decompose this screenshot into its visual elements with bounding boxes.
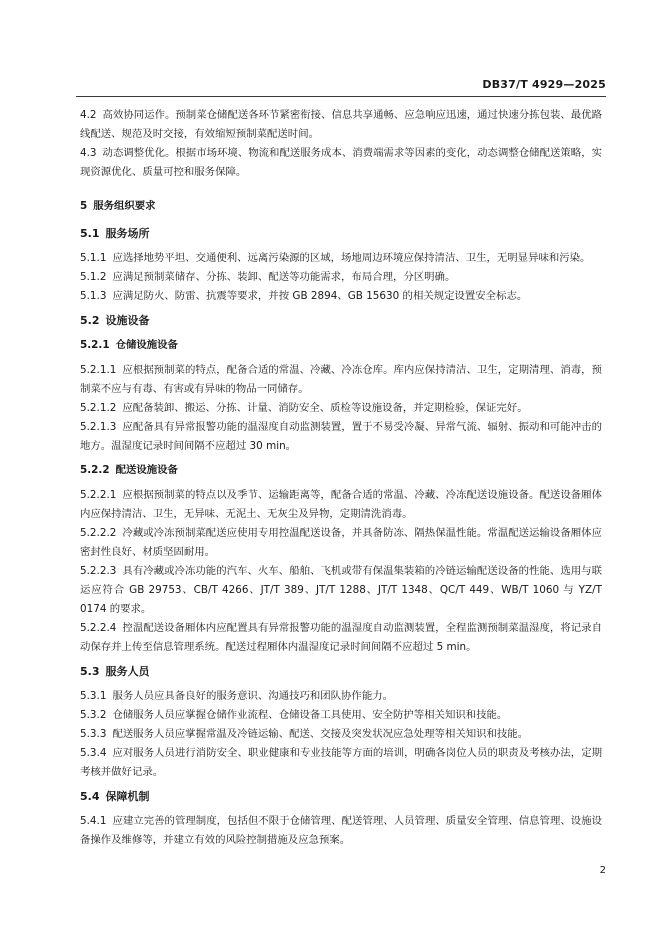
- document-code: DB37/T 4929—2025: [482, 78, 606, 91]
- clause-text: 高效协同运作。预制菜仓储配送各环节紧密衔接、信息共享通畅、应急响应迅速，通过快速分拣包装、最优路线配送、规范及时交接，有效缩短预制菜配送时间。: [80, 109, 602, 140]
- section-5-4-heading: [80, 787, 602, 806]
- clause-number: 5.2.2.3: [80, 565, 117, 577]
- clause-5-3-1: [80, 687, 602, 706]
- heading-number: 5.2.2: [80, 464, 110, 476]
- heading-title: 保障机制: [105, 790, 150, 803]
- clause-number: 5.3.2: [80, 709, 107, 721]
- document-body: [80, 106, 602, 850]
- clause-text: 应根据预制菜的特点以及季节、运输距离等，配备合适的常温、冷藏、冷冻配送设施设备。配送设备厢体内应保持清洁、卫生，无异味、无泥土、无灰尘及异物，定期清洗消毒。: [80, 489, 602, 520]
- clause-text: 应选择地势平坦、交通便利、远离污染源的区域，场地周边环境应保持清洁、卫生，无明显异味和污染。: [112, 252, 591, 264]
- clause-text: 控温配送设备厢体内应配置具有异常报警功能的温湿度自动监测装置，全程监测预制菜温湿度，将记录自动保存并上传至信息管理系统。配送过程厢体内温湿度记录时间间隔不应超过 5 min。: [80, 622, 602, 653]
- heading-number: 5: [80, 200, 88, 212]
- spacer: [80, 182, 602, 188]
- clause-text: 冷藏或冷冻预制菜配送应使用专用控温配送设备，并具备防冻、隔热保温性能。常温配送运输设备厢体应密封性良好、材质坚固耐用。: [80, 527, 602, 558]
- clause-text: 配送服务人员应掌握常温及冷链运输、配送、交接及突发状况应急处理等相关知识和技能。: [112, 728, 529, 740]
- clause-5-3-3: [80, 725, 602, 744]
- clause-text: 应建立完善的管理制度，包括但不限于仓储管理、配送管理、人员管理、质量安全管理、信息管理、设施设备操作及维修等，并建立有效的风险控制措施及应急预案。: [80, 815, 602, 846]
- clause-number: 5.2.2.4: [80, 622, 117, 634]
- clause-5-2-1-3: [80, 418, 602, 456]
- clause-5-1-3: [80, 287, 602, 306]
- heading-number: 5.2.1: [80, 339, 110, 351]
- clause-5-3-4: [80, 744, 602, 782]
- clause-5-2-2-3: [80, 562, 602, 619]
- clause-5-2-1-2: [80, 399, 602, 418]
- clause-5-2-1-1: [80, 361, 602, 399]
- clause-number: 5.2.1.1: [80, 364, 117, 376]
- clause-number: 5.3.1: [80, 690, 107, 702]
- clause-text: 应满足防火、防雷、抗震等要求，并按 GB 2894、GB 15630 的相关规定设置安全标志。: [112, 290, 528, 302]
- clause-text: 具有冷藏或冷冻功能的汽车、火车、船舶、飞机或带有保温集装箱的冷链运输配送设备的性能、选用与联运应符合 GB 29753、CB/T 4266、JT/T 389、JT/T 1288、JT/T 1348、QC/T 449、WB/T 1060 与 YZ/T 0174 的要求。: [80, 565, 602, 615]
- heading-title: 设施设备: [105, 314, 150, 327]
- clause-number: 4.2: [80, 109, 97, 121]
- clause-number: 5.3.4: [80, 747, 107, 759]
- clause-number: 5.4.1: [80, 815, 107, 827]
- clause-text: 应根据预制菜的特点，配备合适的常温、冷藏、冷冻仓库。库内应保持清洁、卫生，定期清理、消毒，预制菜不应与有毒、有害或有异味的物品一同储存。: [80, 364, 602, 395]
- clause-text: 应配备装卸、搬运、分拣、计量、消防安全、质检等设施设备，并定期检验，保证完好。: [122, 402, 528, 414]
- clause-text: 应满足预制菜储存、分拣、装卸、配送等功能需求，布局合理，分区明确。: [112, 271, 456, 283]
- clause-4-2: [80, 106, 602, 144]
- heading-title: 配送设施设备: [115, 464, 178, 476]
- header-rule: [76, 96, 606, 97]
- subsection-5-2-1-heading: [80, 336, 602, 355]
- section-5-1-heading: [80, 224, 602, 243]
- clause-number: 5.3.3: [80, 728, 107, 740]
- heading-title: 服务组织要求: [93, 200, 156, 212]
- section-5-2-heading: [80, 311, 602, 330]
- heading-title: 服务人员: [105, 665, 150, 678]
- clause-5-1-1: [80, 249, 602, 268]
- clause-5-1-2: [80, 268, 602, 287]
- clause-number: 5.2.2.2: [80, 527, 117, 539]
- heading-title: 仓储设施设备: [115, 339, 178, 351]
- clause-4-3: [80, 144, 602, 182]
- clause-number: 5.1.3: [80, 290, 107, 302]
- subsection-5-2-2-heading: [80, 461, 602, 480]
- clause-number: 5.2.1.3: [80, 421, 117, 433]
- heading-number: 5.4: [80, 790, 100, 803]
- heading-number: 5.3: [80, 665, 100, 678]
- clause-number: 5.1.2: [80, 271, 107, 283]
- clause-number: 5.1.1: [80, 252, 107, 264]
- page-number: 2: [599, 865, 606, 876]
- chapter-5-heading: [80, 197, 602, 216]
- heading-title: 服务场所: [105, 227, 150, 240]
- heading-number: 5.2: [80, 314, 100, 327]
- clause-text: 服务人员应具备良好的服务意识、沟通技巧和团队协作能力。: [112, 690, 393, 702]
- clause-number: 4.3: [80, 147, 97, 159]
- clause-5-2-2-2: [80, 524, 602, 562]
- clause-text: 应对服务人员进行消防安全、职业健康和专业技能等方面的培训，明确各岗位人员的职责及考核办法，定期考核并做好记录。: [80, 747, 602, 778]
- heading-number: 5.1: [80, 227, 100, 240]
- clause-text: 动态调整优化。根据市场环境、物流和配送服务成本、消费端需求等因素的变化，动态调整仓储配送策略，实现资源优化、质量可控和服务保障。: [80, 147, 602, 178]
- clause-5-3-2: [80, 706, 602, 725]
- section-5-3-heading: [80, 662, 602, 681]
- clause-text: 应配备具有异常报警功能的温湿度自动监测装置，置于不易受冷凝、异常气流、辐射、振动和可能冲击的地方。温湿度记录时间间隔不应超过 30 min。: [80, 421, 602, 452]
- clause-number: 5.2.1.2: [80, 402, 117, 414]
- clause-text: 仓储服务人员应掌握仓储作业流程、仓储设备工具使用、安全防护等相关知识和技能。: [112, 709, 508, 721]
- clause-5-2-2-4: [80, 619, 602, 657]
- clause-5-4-1: [80, 812, 602, 850]
- clause-number: 5.2.2.1: [80, 489, 117, 501]
- clause-5-2-2-1: [80, 486, 602, 524]
